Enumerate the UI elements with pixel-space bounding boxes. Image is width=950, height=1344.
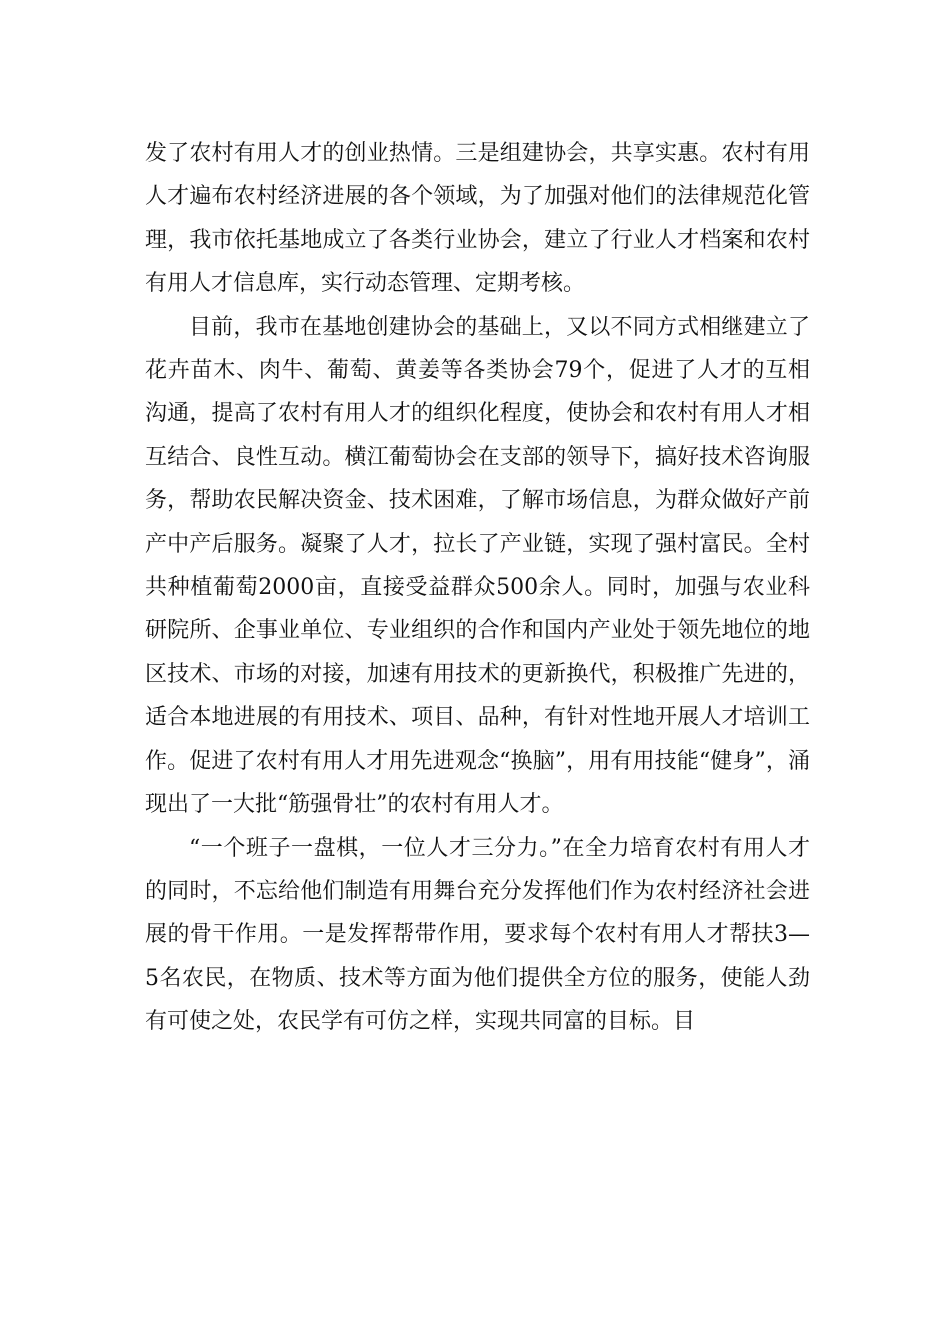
document-body [145,132,810,1044]
paragraph-3: “一个班子一盘棋，一位人才三分力。”在全力培育农村有用人才的同时，不忘给他们制造有用舞台充分发挥他们作为农村经济社会进展的骨干作用。一是发挥帮带作用，要求每个农村有用人才帮扶3—5名农民，在物质、技术等方面为他们提供全方位的服务，使能人劲有可使之处，农民学有可仿之样，实现共同富的目标。目 [145,835,810,1035]
paragraph-2: 目前，我市在基地创建协会的基础上，又以不同方式相继建立了花卉苗木、肉牛、葡萄、黄姜等各类协会79个，促进了人才的互相沟通，提高了农村有用人才的组织化程度，使协会和农村有用人才相互结合、良性互动。横江葡萄协会在支部的领导下，搞好技术咨询服务，帮助农民解决资金、技术困难，了解市场信息，为群众做好产前产中产后服务。凝聚了人才，拉长了产业链，实现了强村富民。全村共种植葡萄2000亩，直接受益群众500余人。同时，加强与农业科研院所、企事业单位、专业组织的合作和国内产业处于领先地位的地区技术、市场的对接，加速有用技术的更新换代，积极推广先进的，适合本地进展的有用技术、项目、品种，有针对性地开展人才培训工作。促进了农村有用人才用先进观念“换脑”，用有用技能“健身”，涌现出了一大批“筋强骨壮”的农村有用人才。 [145,314,810,818]
paragraph-1: 发了农村有用人才的创业热情。三是组建协会，共享实惠。农村有用人才遍布农村经济进展的各个领域，为了加强对他们的法律规范化管理，我市依托基地成立了各类行业协会，建立了行业人才档案和农村有用人才信息库，实行动态管理、定期考核。 [145,141,810,297]
